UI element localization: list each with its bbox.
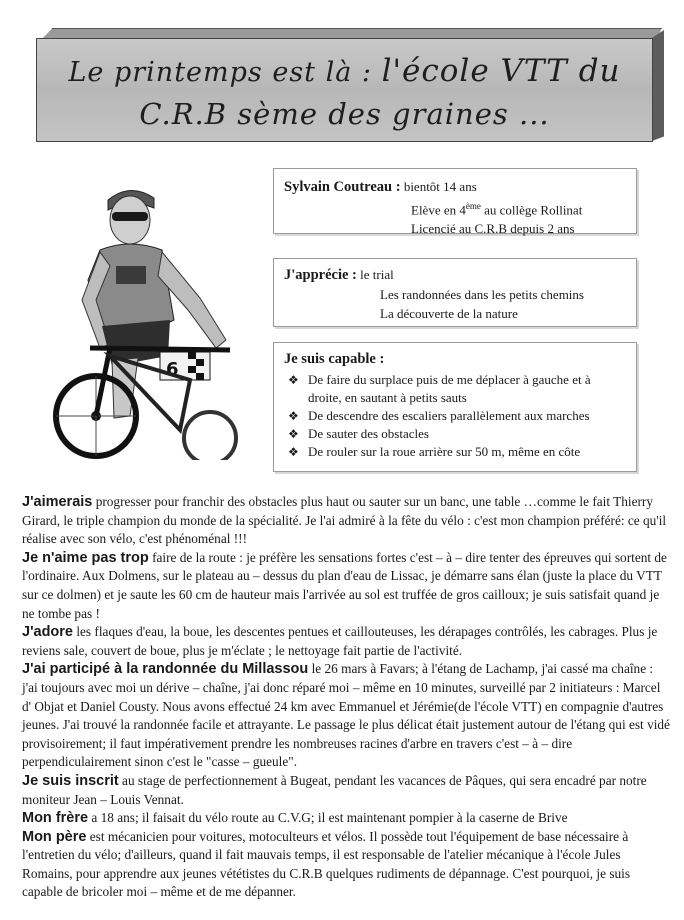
rear-wheel-hint: [184, 412, 236, 460]
paragraph: J'adore les flaques d'eau, la boue, les descentes pentues et caillouteuses, les dérapages contrôlés, les cabrages. Plus je reviens sale, couvert de boue, plus je m'éclate ; le nettoyage fait partie de l'activité.: [22, 624, 658, 658]
likes-item-1: le trial: [356, 267, 394, 282]
list-item: ❖ De sauter des obstacles: [288, 426, 429, 441]
likes-line-1: [284, 265, 626, 285]
diamond-bullet-icon: ❖: [288, 445, 299, 459]
article-body: [22, 493, 672, 902]
rider-age: bientôt 14 ans: [400, 179, 477, 194]
paragraph: J'ai participé à la randonnée du Millassou le 26 mars à Favars; à l'étang de Lachamp, j'ai cassé ma chaîne : j'ai toujours avec moi un dérive – chaîne, j'ai donc réparé moi – même en 10 minutes, surveillé par 2 initiateurs : Marcel d' Objat et Daniel Cousty. Nous avons effectué 24 km avec Emmanuel et Jérémie(de l'école VTT) en compagnie d'autres jeunes. J'ai trouvé la randonnée facile et attrayante. Le passage le plus délicat était justement autour de l'étang qui est vidé provisoirement; il faut impérativement prendre les nombreuses racines d'arbre en travers c'est – à – dire perpendiculairement sinon c'est le "casse – gueule".: [22, 661, 670, 770]
diamond-bullet-icon: ❖: [288, 409, 299, 423]
list-item: ❖ De rouler sur la roue arrière sur 50 m, même en côte: [288, 444, 581, 459]
school-post: au collège Rollinat: [480, 202, 583, 218]
info-box-likes: [273, 258, 637, 327]
paragraph: Je n'aime pas trop faire de la route : je préfère les sensations fortes c'est – à – dire tenter des épreuves qui sortent de l'ordinaire. Aux Dolmens, sur le plateau au – dessus du plan d'eau de Lissac, je démarre sans élan (juste la place du VTT sur ce dolmen) et je saute les 60 cm de hauteur mais l'arrivée au sol est truffée de gros cailloux; je suis satisfait quand je ne tombe pas !: [22, 549, 667, 621]
diamond-bullet-icon: ❖: [288, 373, 299, 387]
abilities-label: Je suis capable :: [284, 351, 385, 367]
title-emphasis: l'école VTT du: [381, 53, 621, 89]
identity-line-1: [284, 177, 626, 197]
abilities-list: [284, 371, 626, 461]
likes-item-3: La découverte de la nature: [380, 306, 518, 321]
rider-photo: [50, 180, 250, 460]
sunglasses: [112, 212, 148, 221]
paragraph: J'aimerais progresser pour franchir des obstacles plus haut ou sauter sur un banc, une table …comme le fait Thierry Girard, le triple champion du monde de la spécialité. Je l'ai admiré à la fête du vélo : c'est mon champion préféré: ce qu'il réalise avec son vélo, c'est phénoménal !!!: [22, 494, 667, 547]
info-box-identity: [273, 168, 637, 237]
paragraph: Mon père est mécanicien pour voitures, motoculteurs et vélos. Il possède tout l'équipement de base nécessaire à l'entretien du vélo; d'ailleurs, quand il fait mauvais temps, il est responsable de l'atelier mécanique à l'école Jules Romains, pour apprendre aux jeunes vététistes du C.R.B quelques rudiments de dépannage. C'est pourquoi, je suis capable de bricoler moi – même et de me dépanner.: [22, 828, 631, 900]
banner-side-face: [652, 30, 664, 141]
school-sup: ème: [465, 201, 481, 211]
info-box-abilities: [273, 342, 637, 472]
list-item: ❖ De faire du surplace puis de me déplacer à gauche et à droite, en sautant à petits sauts: [288, 372, 591, 405]
bib-number: 6: [166, 359, 179, 380]
title-banner: [36, 38, 653, 142]
identity-line-2: [284, 197, 626, 219]
likes-item-2: Les randonnées dans les petits chemins: [380, 287, 584, 302]
list-item: ❖ De descendre des escaliers parallèlement aux marches: [288, 408, 590, 423]
title-prefix: Le printemps est là :: [68, 57, 382, 88]
diamond-bullet-icon: ❖: [288, 427, 299, 441]
identity-line-3: Licencié au C.R.B depuis 2 ans: [411, 221, 575, 237]
rider-name: Sylvain Coutreau :: [284, 179, 401, 195]
school-pre: Elève en 4: [411, 202, 466, 218]
jersey-logo: [116, 266, 146, 284]
likes-label: J'apprécie :: [284, 267, 357, 283]
title-line-2: C.R.B sème des graines ...: [139, 97, 550, 131]
fork: [96, 348, 110, 416]
paragraph: Mon frère a 18 ans; il faisait du vélo route au C.V.G; il est maintenant pompier à la caserne de Brive: [22, 810, 568, 827]
title-line-1: [37, 53, 652, 89]
paragraph: Je suis inscrit au stage de perfectionnement à Bugeat, pendant les vacances de Pâques, qui sera encadré par notre moniteur Jean – Louis Vennat.: [22, 772, 647, 807]
